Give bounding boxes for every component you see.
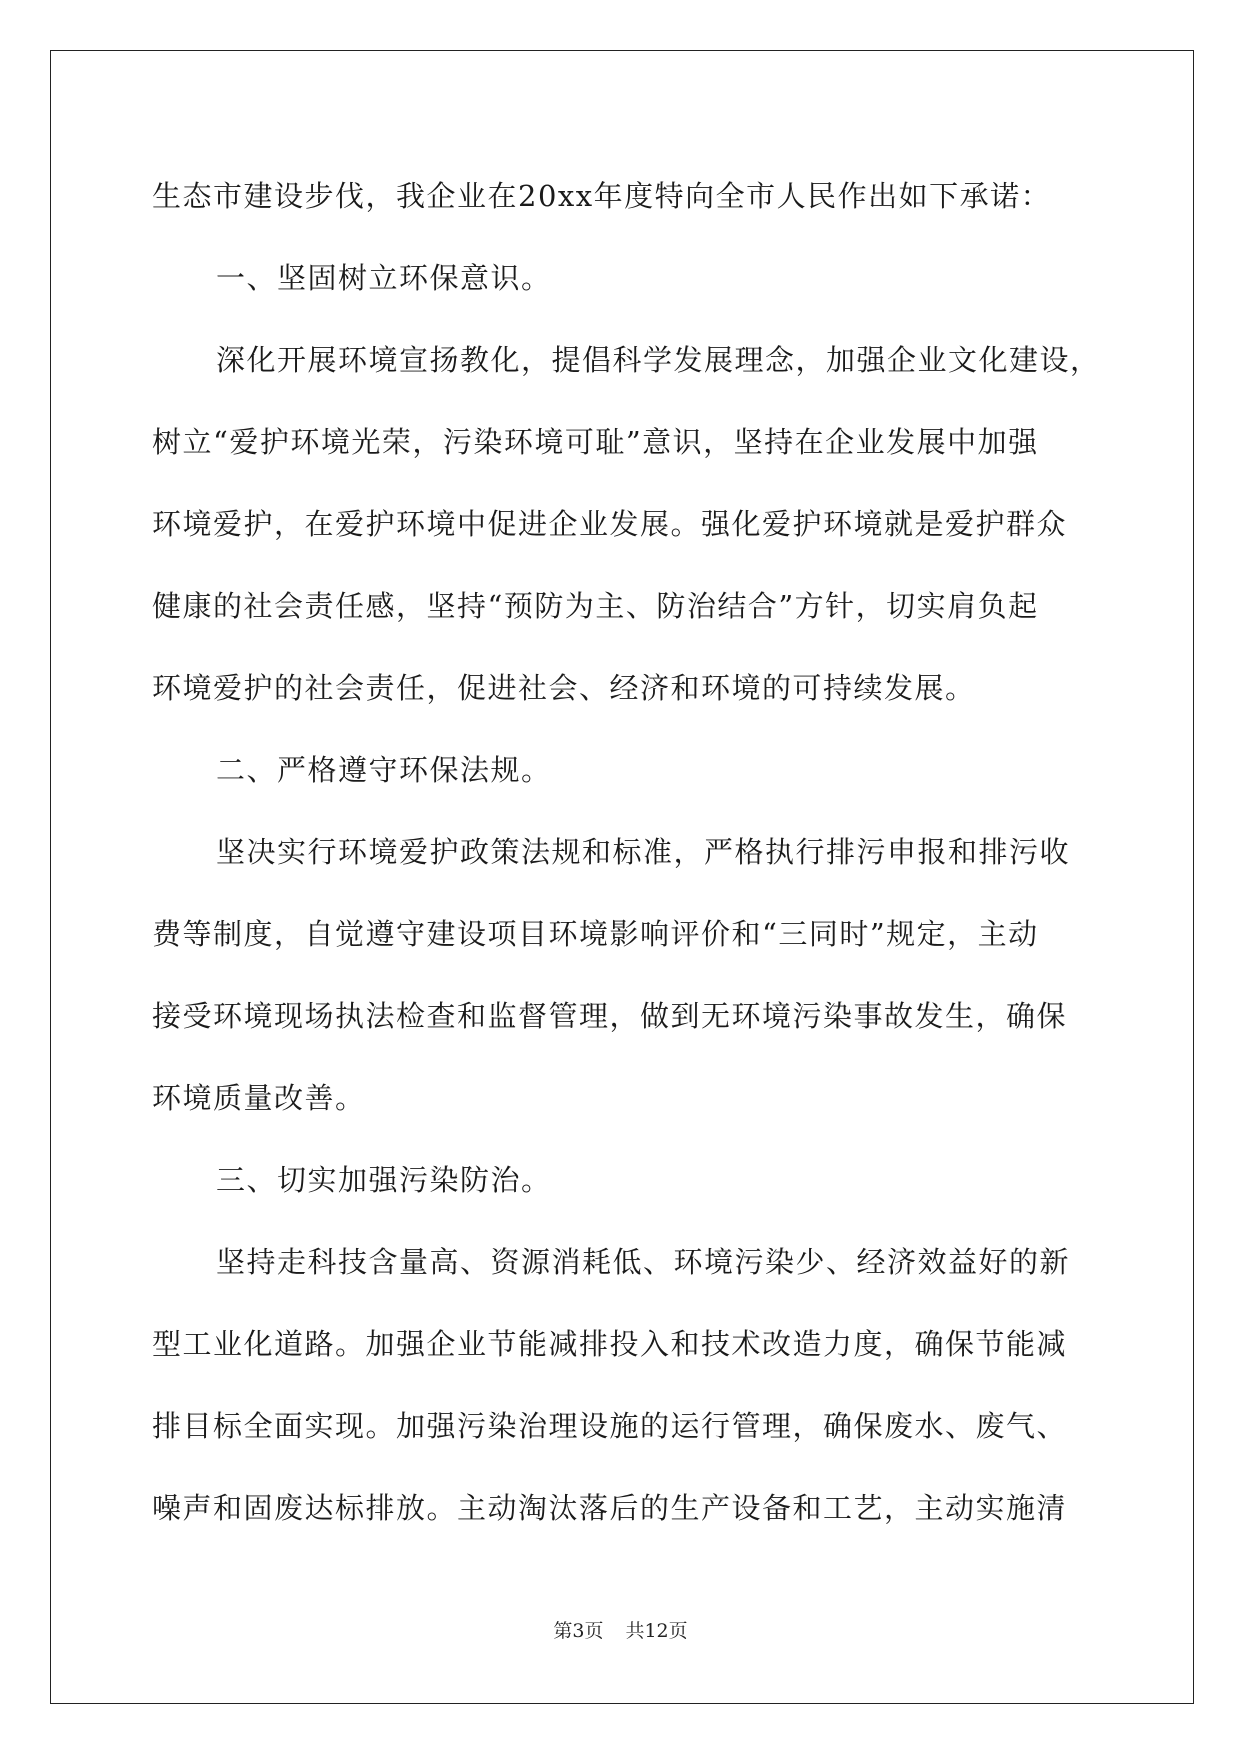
text-line: 健康的社会责任感，坚持“预防为主、防治结合”方针，切实肩负起 [152, 589, 1039, 623]
text-line: 型工业化道路。加强企业节能减排投入和技术改造力度，确保节能减 [152, 1327, 1068, 1361]
text-line: 深化开展环境宣扬教化，提倡科学发展理念，加强企业文化建设， [216, 343, 1101, 377]
text-line: 环境爱护的社会责任，促进社会、经济和环境的可持续发展。 [152, 671, 976, 705]
text-line: 三、切实加强污染防治。 [216, 1163, 552, 1197]
text-line: 费等制度，自觉遵守建设项目环境影响评价和“三同时”规定，主动 [152, 917, 1039, 951]
page-number-total: 共12页 [625, 1620, 688, 1642]
text-line: 坚持走科技含量高、资源消耗低、环境污染少、经济效益好的新 [216, 1245, 1071, 1279]
document-body [152, 168, 1101, 1562]
text-line: 树立“爱护环境光荣，污染环境可耻”意识，坚持在企业发展中加强 [152, 425, 1039, 459]
text-line: 噪声和固废达标排放。主动淘汰落后的生产设备和工艺，主动实施清 [152, 1491, 1068, 1525]
text-line: 环境爱护，在爱护环境中促进企业发展。强化爱护环境就是爱护群众 [152, 507, 1068, 541]
text-line: 二、严格遵守环保法规。 [216, 753, 552, 787]
page-number-current: 第3页 [553, 1620, 604, 1642]
text-line: 排目标全面实现。加强污染治理设施的运行管理，确保废水、废气、 [152, 1409, 1068, 1443]
text-line: 接受环境现场执法检查和监督管理，做到无环境污染事故发生，确保 [152, 999, 1068, 1033]
text-line: 一、坚固树立环保意识。 [216, 261, 552, 295]
text-line: 坚决实行环境爱护政策法规和标准，严格执行排污申报和排污收 [216, 835, 1071, 869]
text-line: 环境质量改善。 [152, 1081, 366, 1115]
page-footer [0, 1616, 1241, 1643]
text-line: 生态市建设步伐，我企业在20xx年度特向全市人民作出如下承诺： [152, 179, 1052, 213]
